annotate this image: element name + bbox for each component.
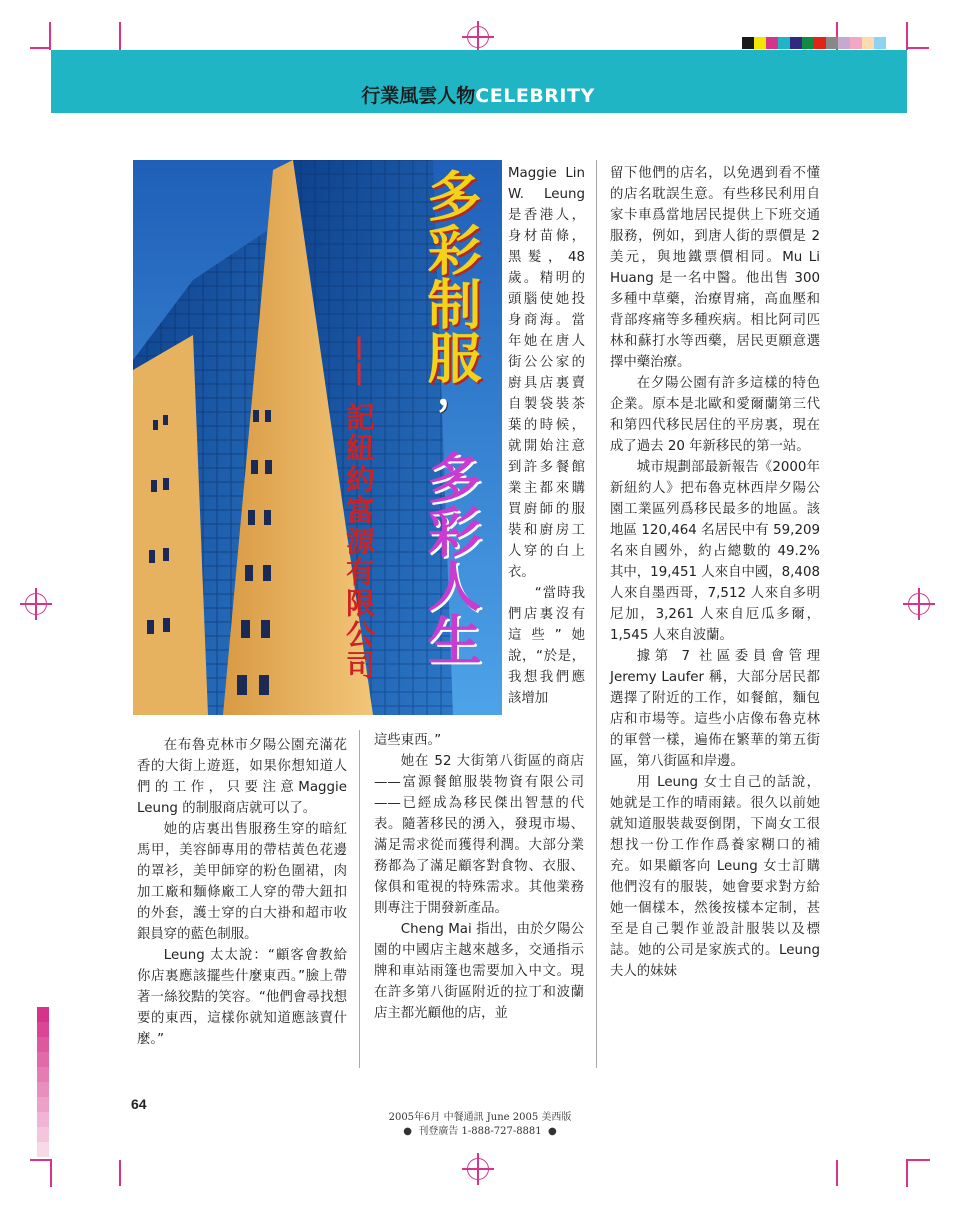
paragraph: 用 Leung 女士自己的話說，她就是工作的晴雨錶。很久以前她就知道服裝裁耍倒閉，下崗女工很想找一份工作作爲養家糊口的補充。如果顧客向 Leung 女士訂購他們沒有的服裝，她會要求對方給她一個樣本，然後按樣本定制，甚至是自己製作並設計服裝以及標誌。她的公司是家族式的。Leung 夫人的妹妹 — [610, 775, 834, 979]
column-3 — [610, 163, 834, 982]
tint-step — [37, 1127, 49, 1142]
paragraph: 她在 52 大街第八街區的商店——富源餐館服裝物資有限公司——已經成為移民傑出智慧的代表。隨著移民的湧入，發現市場、滿足需求從而獲得利潤。大部分業務都為了滿足顧客對食物、衣服、傢俱和電視的特殊需求。其他業務則專注于開發新產品。 — [374, 754, 584, 916]
color-swatch — [826, 37, 838, 49]
crop-mark — [836, 1160, 838, 1186]
tint-step — [37, 1112, 49, 1127]
tint-step — [37, 1037, 49, 1052]
building-photo — [133, 160, 502, 715]
color-swatch — [850, 37, 862, 49]
paragraph: 據第 7 社區委員會管理 Jeremy Laufer 稱，大部分居民都選擇了附近的工作，如餐館，麵包店和市場等。這些小店像布魯克林的軍營一樣，遍佈在繁華的第五街區，第八街區和岸邊。 — [610, 649, 820, 769]
crop-mark — [119, 22, 121, 50]
color-swatch — [742, 37, 754, 49]
color-swatch — [802, 37, 814, 49]
color-swatch — [814, 37, 826, 49]
lead-text — [508, 163, 585, 709]
tint-step — [37, 1052, 49, 1067]
title-dash: —— — [345, 335, 375, 387]
registration-mark-top — [467, 26, 489, 48]
paragraph: 留下他們的店名，以免遇到看不懂的店名耽誤生意。有些移民利用自家卡車爲當地居民提供上下班交通服務，例如，到唐人街的票價是 2 美元，與地鐵票價相同。Mu Li Huang 是一名中醫。他出售 300多種中草藥，治療胃痛，高血壓和背部疼痛等多種疾病。相比阿司匹林和蘇打水等西藥，居民更願意選擇中藥治療。 — [610, 166, 820, 370]
lead-quote: “當時我們店裏沒有這些”她說，“於是，我想我們應該增加 — [508, 586, 585, 706]
color-swatch — [838, 37, 850, 49]
color-swatch — [874, 37, 886, 49]
paragraph: 城市規劃部最新報告《2000年新紐約人》把布魯克林西岸夕陽公園工業區列爲移民最多的地區。該地區 120,464 名居民中有 59,209 名來自國外，約占總數的 49.2% 其中，19,451 人來自中國，8,408 人來自墨西哥，7,512 人來自多明尼加，3,261 人來自厄瓜多爾，1,545 人來自波蘭。 — [610, 460, 820, 643]
tint-step — [37, 1007, 49, 1022]
footer-line-2 — [330, 1122, 630, 1137]
tint-step — [37, 1097, 49, 1112]
footer-line-1: 2005年6月 中餐通訊 June 2005 美西版 — [388, 1112, 572, 1123]
section-title-en: CELEBRITY — [475, 85, 595, 107]
crop-mark — [906, 1159, 908, 1187]
color-swatch — [778, 37, 790, 49]
paragraph: Leung 太太說：“顧客會教給你店裏應該擺些什麼東西。”臉上帶著一絲狡黠的笑容。“他們會尋找想要的東西，這樣你就知道應該賣什麼。” — [137, 948, 347, 1047]
crop-mark — [907, 47, 929, 49]
tint-step — [37, 1067, 49, 1082]
registration-mark-bottom — [467, 1158, 489, 1180]
bullet-icon: ● — [403, 1126, 419, 1137]
color-swatch — [790, 37, 802, 49]
registration-mark-right — [908, 593, 930, 615]
paragraph: Cheng Mai 指出，由於夕陽公園的中國店主越來越多，交通指示牌和車站雨篷也需要加入中文。現在許多第八街區附近的拉丁和波蘭店主都光顧他的店，並 — [374, 922, 584, 1021]
crop-mark — [906, 22, 908, 50]
column-2 — [374, 730, 584, 1024]
article-title-main-2: 多彩人生 — [419, 450, 483, 666]
tint-step — [37, 1022, 49, 1037]
paragraph-continuation: 這些東西。” — [374, 733, 442, 748]
crop-mark — [50, 1159, 52, 1187]
column-divider — [359, 730, 360, 1068]
color-swatch — [754, 37, 766, 49]
section-title — [0, 81, 956, 108]
paragraph: 她的店裏出售服務生穿的暗紅馬甲，美容師專用的帶桔黃色花邊的罩衫，美甲師穿的粉色圍裙，肉加工廠和麵條廠工人穿的帶大鈕扣的外套，護士穿的白大褂和超市收銀員穿的藍色制服。 — [137, 822, 347, 942]
color-bar — [742, 37, 886, 49]
crop-mark — [119, 1160, 121, 1186]
title-comma: ， — [404, 396, 451, 436]
crop-mark — [49, 22, 51, 50]
lead-paragraph: Maggie Lin W. Leung 是香港人，身材苗條，黑髮，48歲。精明的頭腦使她投身商海。當年她在唐人街公公家的廚具店裏賣自製袋裝茶葉的時候，就開始注意到許多餐館業主都來購買廚師的服裝和廚房工人穿的白上衣。 — [508, 166, 585, 580]
tint-step — [37, 1082, 49, 1097]
bullet-icon: ● — [541, 1126, 557, 1137]
tint-step — [37, 1142, 49, 1157]
page-number: 64 — [131, 1096, 147, 1112]
registration-mark-left — [25, 593, 47, 615]
crop-mark — [30, 1159, 52, 1161]
article-title-main-1: 多彩制服 — [419, 168, 483, 384]
color-swatch — [766, 37, 778, 49]
paragraph: 在夕陽公園有許多這樣的特色企業。原本是北歐和愛爾蘭第三代和第四代移民居住的平房裏，現在成了過去 20 年新移民的第一站。 — [610, 376, 820, 454]
footer-ad-phone: 刊登廣告 1-888-727-8881 — [418, 1126, 542, 1137]
column-1 — [137, 735, 347, 1050]
crop-mark — [30, 47, 50, 49]
paragraph: 在布魯克林市夕陽公園充滿花香的大街上遊逛，如果你想知道人們的工作，只要注意Maggie Leung 的制服商店就可以了。 — [137, 738, 347, 816]
color-swatch — [862, 37, 874, 49]
column-divider — [596, 160, 597, 1068]
section-title-zh: 行業風雲人物 — [361, 85, 476, 107]
article-subtitle: 記紐約富源有限公司 — [342, 402, 376, 681]
magenta-tint-bar — [37, 1007, 49, 1157]
crop-mark — [906, 1159, 930, 1161]
